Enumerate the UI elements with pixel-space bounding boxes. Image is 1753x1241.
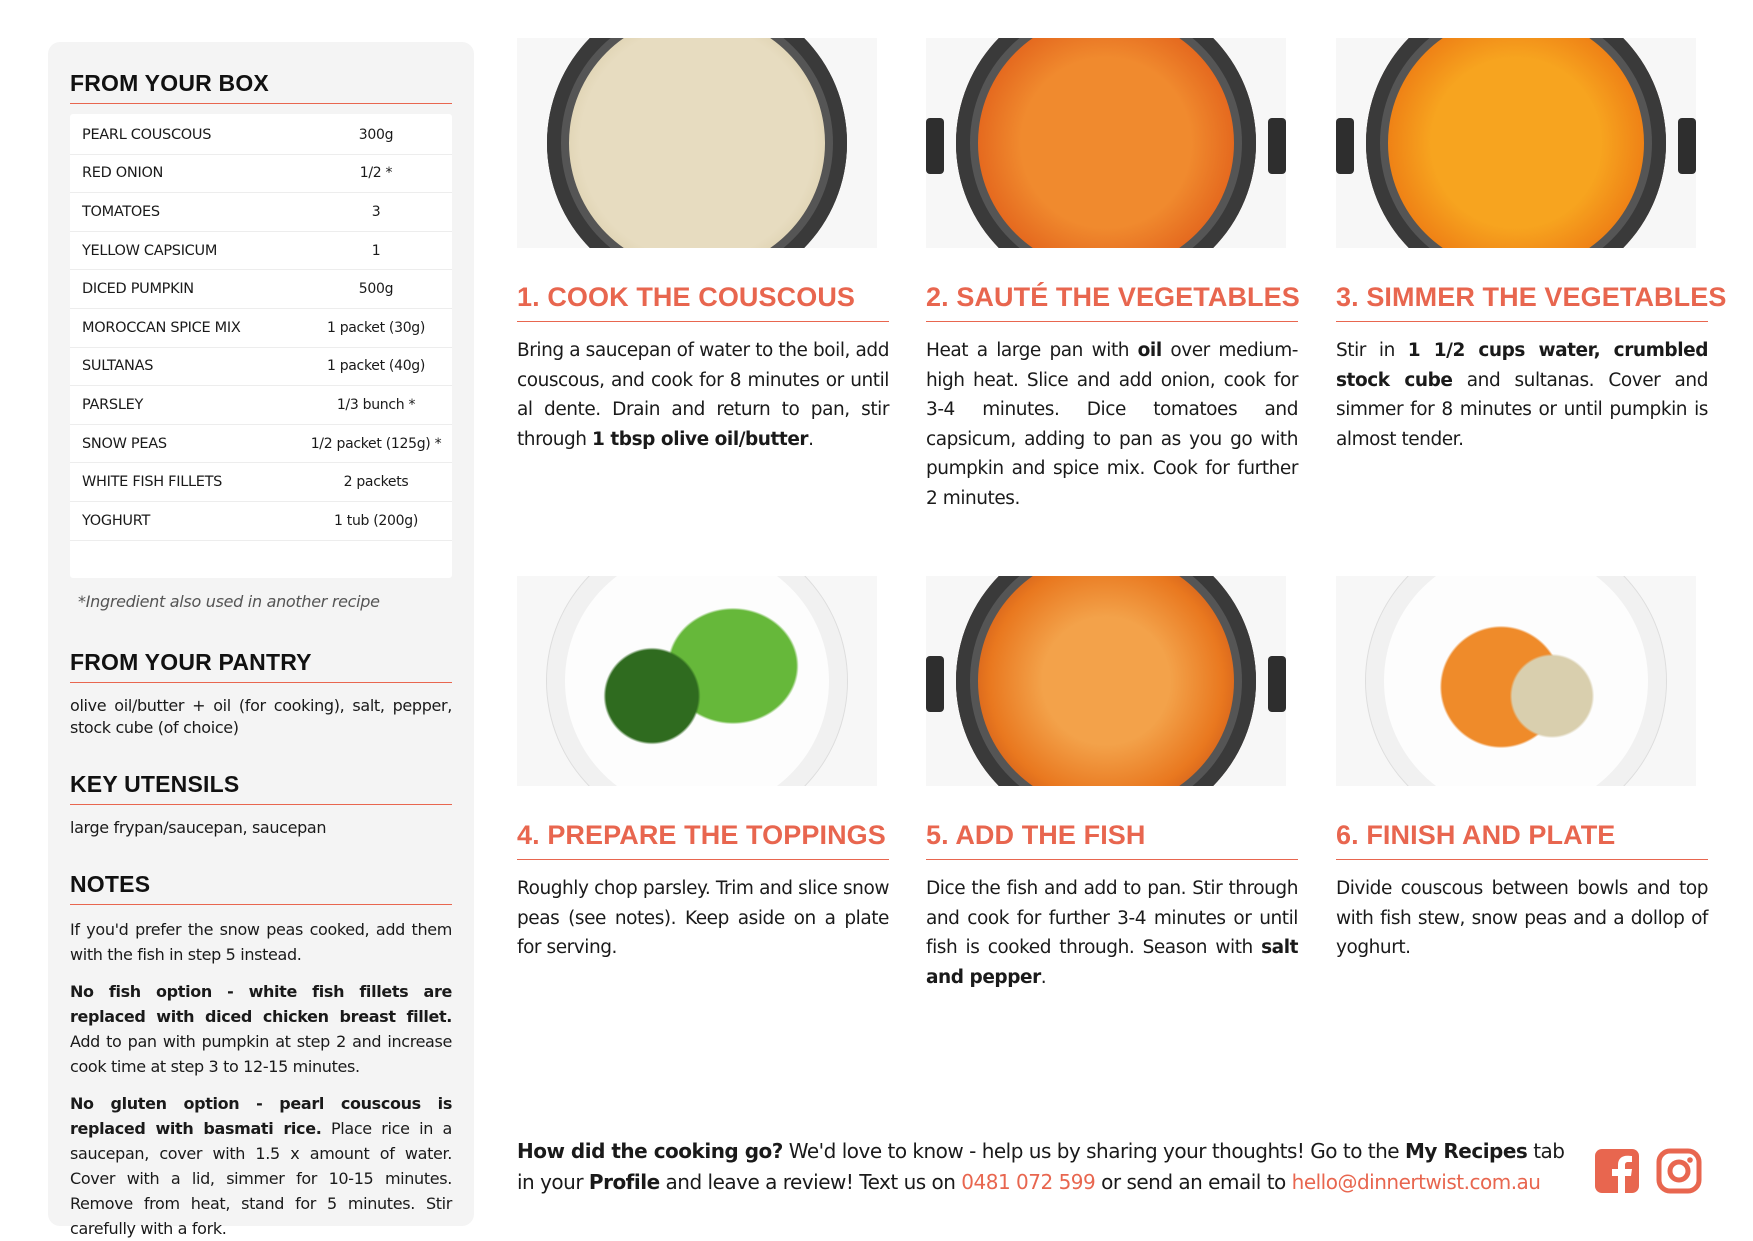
ingredients-table — [70, 114, 452, 578]
ingredient-qty: 1/2 * — [359, 165, 393, 182]
step-5-photo — [926, 576, 1286, 786]
pantry-section — [70, 649, 452, 739]
my-recipes-link[interactable]: My Recipes — [1404, 1139, 1528, 1163]
step-text-bold: 1 tbsp olive oil/butter — [591, 428, 809, 450]
pan-handle-right — [1268, 656, 1286, 712]
ingredient-qty: 1 packet (40g) — [326, 358, 426, 375]
step-text-part: . — [808, 428, 814, 450]
sidebar — [48, 42, 474, 1238]
notes-section — [70, 871, 452, 1241]
ingredient-qty: 1 — [371, 242, 381, 259]
facebook-icon[interactable] — [1594, 1148, 1640, 1194]
footer-text-1: We'd love to know - help us by sharing your thoughts! Go to the — [782, 1139, 1405, 1163]
step-2-title: 2. SAUTÉ THE VEGETABLES — [926, 282, 1298, 322]
ingredient-name: MOROCCAN SPICE MIX — [82, 319, 241, 336]
finished-bowl-image — [1366, 576, 1666, 786]
step-text-part: Roughly chop parsley. Trim and slice snow peas (see notes). Keep aside on a plate for serving. — [517, 878, 889, 958]
step-6 — [1336, 576, 1708, 963]
ingredient-row — [70, 463, 452, 502]
step-text-part: Divide couscous between bowls and top with fish stew, snow peas and a dollop of yoghurt. — [1336, 878, 1708, 958]
footer-question: How did the cooking go? — [517, 1139, 783, 1163]
step-3-title: 3. SIMMER THE VEGETABLES — [1336, 282, 1708, 322]
ingredient-name: TOMATOES — [82, 203, 160, 220]
ingredient-row — [70, 116, 452, 155]
ingredient-row — [70, 193, 452, 232]
from-your-box-heading: FROM YOUR BOX — [70, 70, 452, 104]
fish-pan-image — [956, 576, 1256, 786]
step-2-text — [926, 336, 1298, 513]
step-text-part: Dice the fish and add to pan. Stir through and cook for further 3-4 minutes or until fish is cooked through. Season with — [926, 878, 1298, 958]
pan-handle-right — [1678, 118, 1696, 174]
note-3-rest: Place rice in a saucepan, cover with 1.5 x amount of water. Cover with a lid, simmer for 10-15 minutes. Remove from heat, stand for 5 minutes. Stir carefully with a fork. — [70, 1119, 452, 1238]
ingredient-row — [70, 155, 452, 194]
ingredient-qty: 1/3 bunch * — [336, 396, 416, 413]
step-4-text — [517, 874, 889, 963]
ingredient-qty: 1 tub (200g) — [334, 512, 418, 529]
simmer-pan-image — [1366, 38, 1666, 248]
ingredient-row — [70, 309, 452, 348]
ingredient-name: YELLOW CAPSICUM — [82, 242, 218, 259]
step-text-bold: oil — [1137, 340, 1162, 361]
ingredient-name: RED ONION — [82, 165, 164, 182]
footer-text-4: or send an email to — [1095, 1170, 1292, 1194]
step-1-photo — [517, 38, 877, 248]
step-5 — [926, 576, 1298, 992]
step-5-text — [926, 874, 1298, 992]
note-1: If you'd prefer the snow peas cooked, add them with the fish in step 5 instead. — [70, 920, 452, 964]
utensils-heading: KEY UTENSILS — [70, 771, 452, 805]
step-3-photo — [1336, 38, 1696, 248]
pan-handle-left — [1336, 118, 1354, 174]
ingredient-name: PARSLEY — [82, 396, 144, 413]
step-3 — [1336, 38, 1727, 454]
step-1 — [517, 38, 889, 454]
utensils-text: large frypan/saucepan, saucepan — [70, 818, 327, 837]
step-text-part: over medium-high heat. Slice and add onion, cook for 3-4 minutes. Dice tomatoes and capsicum, adding to pan as you go with pumpkin and spice mix. Cook for further 2 minutes. — [926, 340, 1298, 509]
toppings-plate-image — [547, 576, 847, 786]
footer-text-2: tab in your — [517, 1139, 1565, 1194]
step-1-text — [517, 336, 889, 454]
ingredient-qty: 300g — [358, 126, 394, 143]
step-4 — [517, 576, 889, 963]
note-3-bold: No gluten option - pearl couscous is replaced with basmati rice. — [70, 1094, 452, 1138]
ingredient-qty: 2 packets — [343, 474, 409, 491]
note-2-rest: Add to pan with pumpkin at step 2 and increase cook time at step 3 to 12-15 minutes. — [70, 1032, 452, 1076]
step-6-photo — [1336, 576, 1696, 786]
ingredient-row — [70, 502, 452, 541]
pan-handle-left — [926, 118, 944, 174]
ingredient-note: *Ingredient also used in another recipe — [78, 592, 380, 611]
ingredient-row — [70, 270, 452, 309]
feedback-footer — [517, 1136, 1567, 1198]
pantry-text: olive oil/butter + oil (for cooking), salt, pepper, stock cube (of choice) — [70, 696, 452, 737]
ingredient-row — [70, 386, 452, 425]
step-4-title: 4. PREPARE THE TOPPINGS — [517, 820, 889, 860]
ingredient-qty: 500g — [358, 281, 394, 298]
step-text-part: Stir in — [1336, 340, 1408, 361]
vegetables-pan-image — [956, 38, 1256, 248]
footer-text-3: and leave a review! Text us on — [659, 1170, 962, 1194]
ingredient-qty: 3 — [371, 203, 381, 220]
step-text-part: Bring a saucepan of water to the boil, add couscous, and cook for 8 minutes or until al dente. Drain and return to pan, stir through — [517, 340, 889, 450]
ingredient-name: SNOW PEAS — [82, 435, 167, 452]
ingredient-name: PEARL COUSCOUS — [82, 126, 212, 143]
step-2-photo — [926, 38, 1286, 248]
ingredient-name: DICED PUMPKIN — [82, 281, 194, 298]
step-2 — [926, 38, 1298, 513]
ingredient-row — [70, 232, 452, 271]
step-3-text — [1336, 336, 1708, 454]
step-6-text — [1336, 874, 1708, 963]
couscous-pot-image — [547, 38, 847, 248]
ingredient-name: WHITE FISH FILLETS — [82, 474, 223, 491]
note-3 — [70, 1091, 452, 1241]
step-text-bold: 1 1/2 cups water, crumbled stock cube — [1336, 340, 1708, 391]
step-text-part: . — [1040, 966, 1047, 988]
note-2 — [70, 979, 452, 1079]
pan-handle-right — [1268, 118, 1286, 174]
instagram-icon[interactable] — [1656, 1148, 1702, 1194]
pan-handle-left — [926, 656, 944, 712]
ingredient-name: SULTANAS — [82, 358, 154, 375]
ingredient-row — [70, 348, 452, 387]
step-6-title: 6. FINISH AND PLATE — [1336, 820, 1708, 860]
note-2-bold: No fish option - white fish fillets are replaced with diced chicken breast fillet. — [70, 982, 452, 1026]
ingredient-name: YOGHURT — [82, 512, 151, 529]
pantry-heading: FROM YOUR PANTRY — [70, 649, 452, 683]
phone-link[interactable]: 0481 072 599 — [961, 1170, 1096, 1194]
ingredient-qty: 1/2 packet (125g) * — [310, 435, 442, 452]
step-1-title: 1. COOK THE COUSCOUS — [517, 282, 889, 322]
profile-link[interactable]: Profile — [588, 1170, 660, 1194]
ingredient-qty: 1 packet (30g) — [326, 319, 426, 336]
step-5-title: 5. ADD THE FISH — [926, 820, 1298, 860]
step-text-bold: salt and pepper — [926, 937, 1298, 988]
utensils-section — [70, 771, 452, 839]
notes-heading: NOTES — [70, 871, 452, 905]
step-text-part: and sultanas. Cover and simmer for 8 minutes or until pumpkin is almost tender. — [1336, 369, 1708, 450]
step-text-part: Heat a large pan with — [926, 340, 1138, 361]
email-link[interactable]: hello@dinnertwist.com.au — [1291, 1170, 1541, 1194]
step-4-photo — [517, 576, 877, 786]
ingredient-row — [70, 425, 452, 464]
